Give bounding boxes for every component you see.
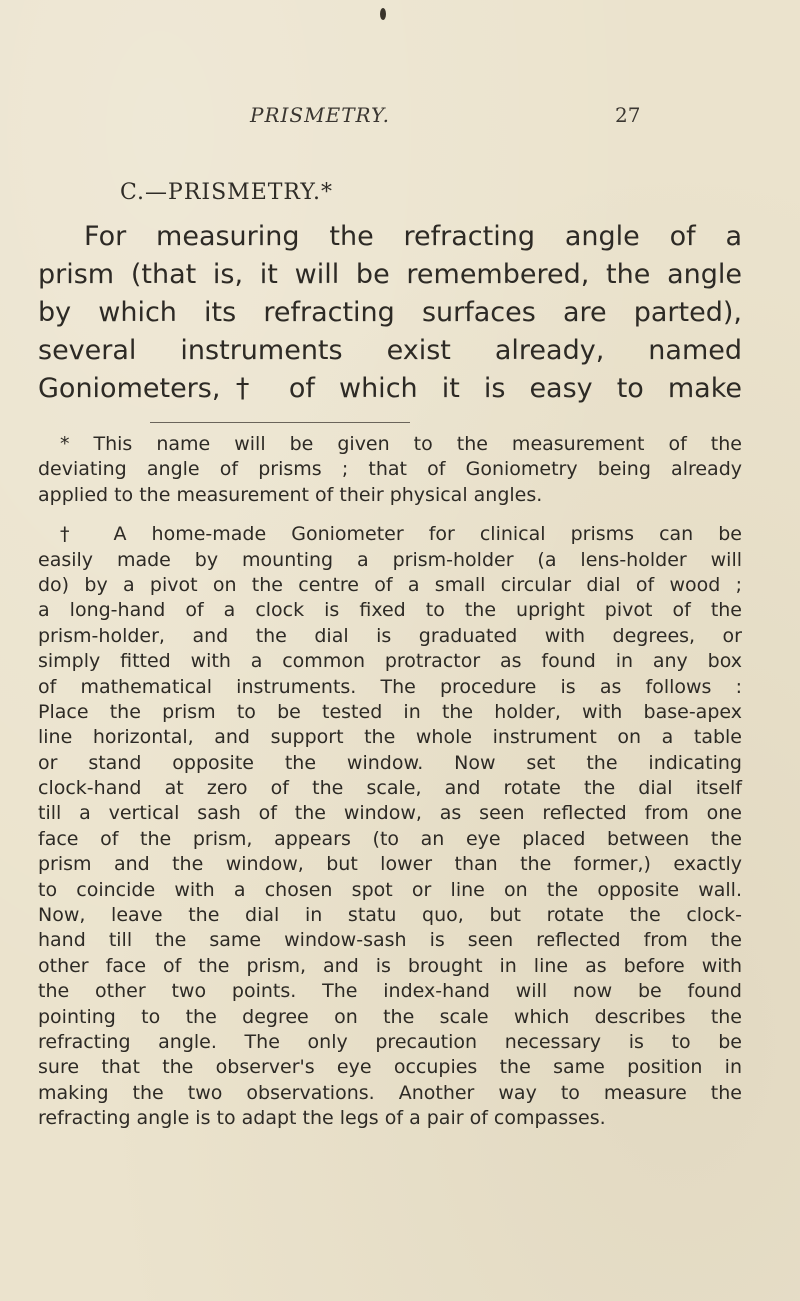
footnote-line: or stand opposite the window. Now set the indicating — [38, 751, 742, 774]
body-line: For measuring the refracting angle of a — [84, 221, 742, 252]
body-line: by which its refracting surfaces are parted), — [38, 297, 742, 328]
running-title: PRISMETRY. — [250, 103, 390, 127]
footnote-line: do) by a pivot on the centre of a small circular dial of wood ; — [38, 573, 742, 596]
footnote-line: Place the prism to be tested in the holder, with base-apex — [38, 700, 742, 723]
footnote-line: a long-hand of a clock is fixed to the upright pivot of the — [38, 599, 742, 622]
footnote-line: clock-hand at zero of the scale, and rotate the dial itself — [38, 777, 742, 800]
footnote-line: * This name will be given to the measurement of the — [60, 433, 742, 455]
footnote-line: deviating angle of prisms ; that of Goniometry being already — [38, 458, 742, 481]
footnote-line: prism and the window, but lower than the former,) exactly — [38, 853, 742, 876]
footnote-line: hand till the same window-sash is seen reflected from the — [38, 929, 742, 952]
footnote-spacer — [38, 508, 742, 522]
footnote-line: face of the prism, appears (to an eye placed between the — [38, 827, 742, 850]
ink-speck — [380, 8, 386, 20]
body-line: Goniometers,† of which it is easy to make — [38, 373, 742, 404]
footnote-line: making the two observations. Another way to measure the — [38, 1081, 742, 1104]
footnote-line: simply fitted with a common protractor as found in any box — [38, 650, 742, 673]
footnote-line: refracting angle. The only precaution necessary is to be — [38, 1030, 742, 1053]
page-number: 27 — [615, 103, 641, 127]
footnote-line: refracting angle is to adapt the legs of a pair of compasses. — [38, 1107, 606, 1130]
body-line: prism (that is, it will be remembered, the angle — [38, 259, 742, 290]
running-head — [250, 103, 650, 133]
footnote-dagger — [38, 522, 742, 1131]
footnote-line: of mathematical instruments. The procedure is as follows : — [38, 675, 742, 698]
footnote-line: line horizontal, and support the whole instrument on a table — [38, 726, 742, 749]
footnote-line: † A home-made Goniometer for clinical prisms can be — [60, 523, 742, 546]
footnote-divider — [150, 422, 410, 423]
footnote-line: till a vertical sash of the window, as seen reflected from one — [38, 802, 742, 825]
footnote-line: easily made by mounting a prism-holder (a lens-holder will — [38, 548, 742, 571]
footnote-asterisk — [38, 432, 742, 508]
footnote-line: prism-holder, and the dial is graduated with degrees, or — [38, 624, 742, 647]
footnote-line: to coincide with a chosen spot or line on the opposite wall. — [38, 878, 742, 901]
footnote-line: the other two points. The index-hand will now be found — [38, 980, 742, 1003]
body-line: several instruments exist already, named — [38, 335, 742, 366]
section-heading: C.—PRISMETRY.* — [120, 180, 333, 205]
footnote-line: other face of the prism, and is brought in line as before with — [38, 954, 742, 977]
footnote-line: Now, leave the dial in statu quo, but rotate the clock- — [38, 904, 742, 927]
body-paragraph — [38, 218, 742, 408]
footnote-line: sure that the observer's eye occupies the same position in — [38, 1056, 742, 1079]
footnote-line: pointing to the degree on the scale which describes the — [38, 1005, 742, 1028]
footnote-line: applied to the measurement of their physical angles. — [38, 483, 543, 506]
footnotes — [38, 432, 742, 1132]
